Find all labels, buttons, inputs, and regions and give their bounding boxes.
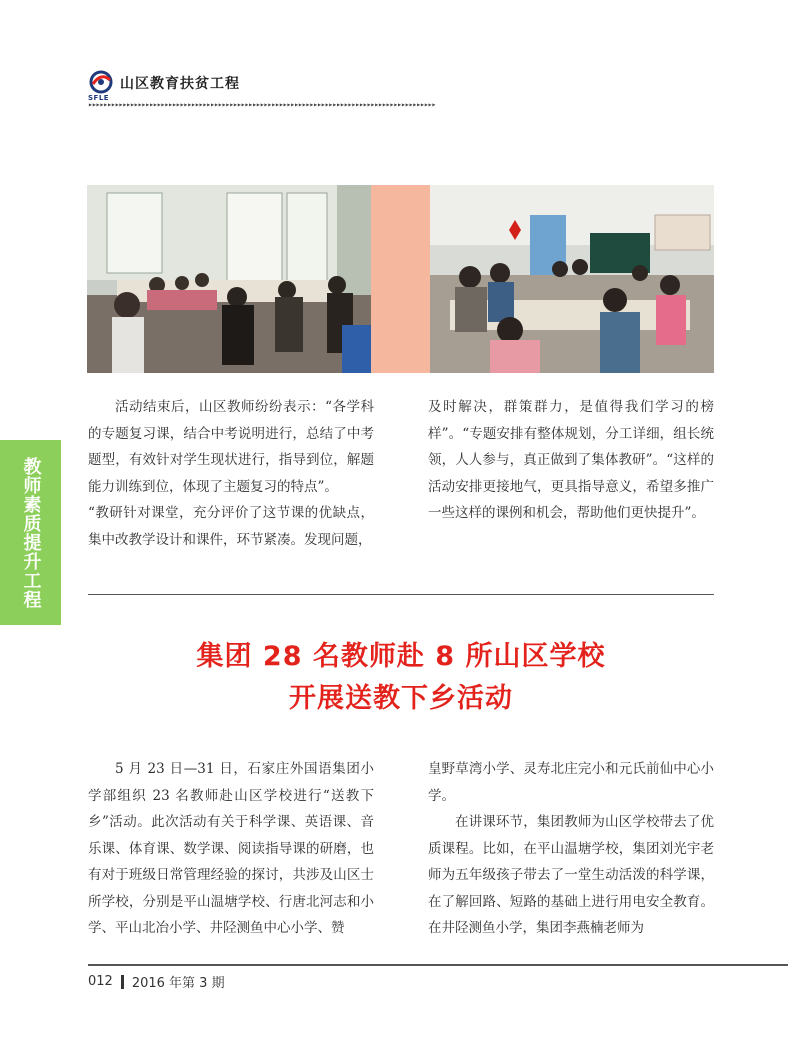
article2-left-column <box>88 756 374 942</box>
side-tab-label: 教师素质提升工程 <box>20 456 42 609</box>
dotted-divider: ▸▸▸▸▸▸▸▸▸▸▸▸▸▸▸▸▸▸▸▸▸▸▸▸▸▸▸▸▸▸▸▸▸▸▸▸▸▸▸▸▸▸▸▸▸▸▸▸▸▸▸▸▸▸▸▸▸▸▸▸▸▸▸▸▸▸▸▸▸▸▸▸▸▸▸▸▸▸▸▸▸▸▸▸▸▸▸▸▸▸▸ <box>88 100 436 108</box>
sfle-logo-icon <box>88 70 114 96</box>
photo-strip <box>87 185 714 373</box>
section-title: 山区教育扶贫工程 <box>120 76 240 92</box>
meeting-photo-left <box>87 185 371 373</box>
side-tab <box>0 440 61 625</box>
article1-right-column <box>428 394 714 527</box>
issue-label: 2016 年第 3 期 <box>131 976 225 991</box>
article1-left-column <box>88 394 374 553</box>
meeting-photo-right <box>430 185 714 373</box>
section-divider <box>88 594 714 595</box>
article2-left-paragraph: 5 月 23 日—31 日，石家庄外国语集团小学部组织 23 名教师赴山区学校进行“送教下乡”活动。此次活动有关于科学课、英语课、音乐课、体育课、数学课、阅读指导课的研磨，也有对于班级日常管理经验的探讨，共涉及山区士所学校，分别是平山温塘学校、行唐北河志和小学、平山北冶小学、井陉测鱼中心小学、赞 <box>88 761 374 936</box>
footer-separator <box>121 975 124 989</box>
article1-right-paragraph: 及时解决，群策群力，是值得我们学习的榜样”。“专题安排有整体规划，分工详细，组长统领，人人参与，真正做到了集体教研”。“这样的活动安排更接地气，更具指导意义，希望多推广一些这样的课例和机会，帮助他们更快提升”。 <box>428 399 714 521</box>
article2-right-paragraph-1: 皇野草湾小学、灵寿北庄完小和元氏前仙中心小学。 <box>428 761 714 804</box>
article1-left-paragraph-2: “教研针对课堂，充分评价了这节课的优缺点，集中改教学设计和课件，环节紧凑。发现问题， <box>88 505 374 548</box>
headline-line-1: 集团 28 名教师赴 8 所山区学校 <box>196 641 606 672</box>
article2-right-paragraph-2: 在讲课环节，集团教师为山区学校带去了优质课程。比如，在平山温塘学校，集团刘光宇老师为五年级孩子带去了一堂生动活泼的科学课，在了解回路、短路的基础上进行用电安全教育。在井陉测鱼小学，集团李燕楠老师为 <box>428 814 714 936</box>
article1-left-paragraph: 活动结束后，山区教师纷纷表示：“各学科的专题复习课，结合中考说明进行，总结了中考题型，有效针对学生现状进行，指导到位，解题能力训练到位，体现了主题复习的特点”。 <box>88 399 374 495</box>
article2-right-column <box>428 756 714 942</box>
footer-rule <box>88 964 788 966</box>
headline-line-2: 开展送教下乡活动 <box>289 683 513 714</box>
page-number: 012 <box>88 974 113 989</box>
section-header <box>88 70 240 96</box>
logo-text: SFLE <box>88 94 110 102</box>
page-footer <box>88 972 225 991</box>
